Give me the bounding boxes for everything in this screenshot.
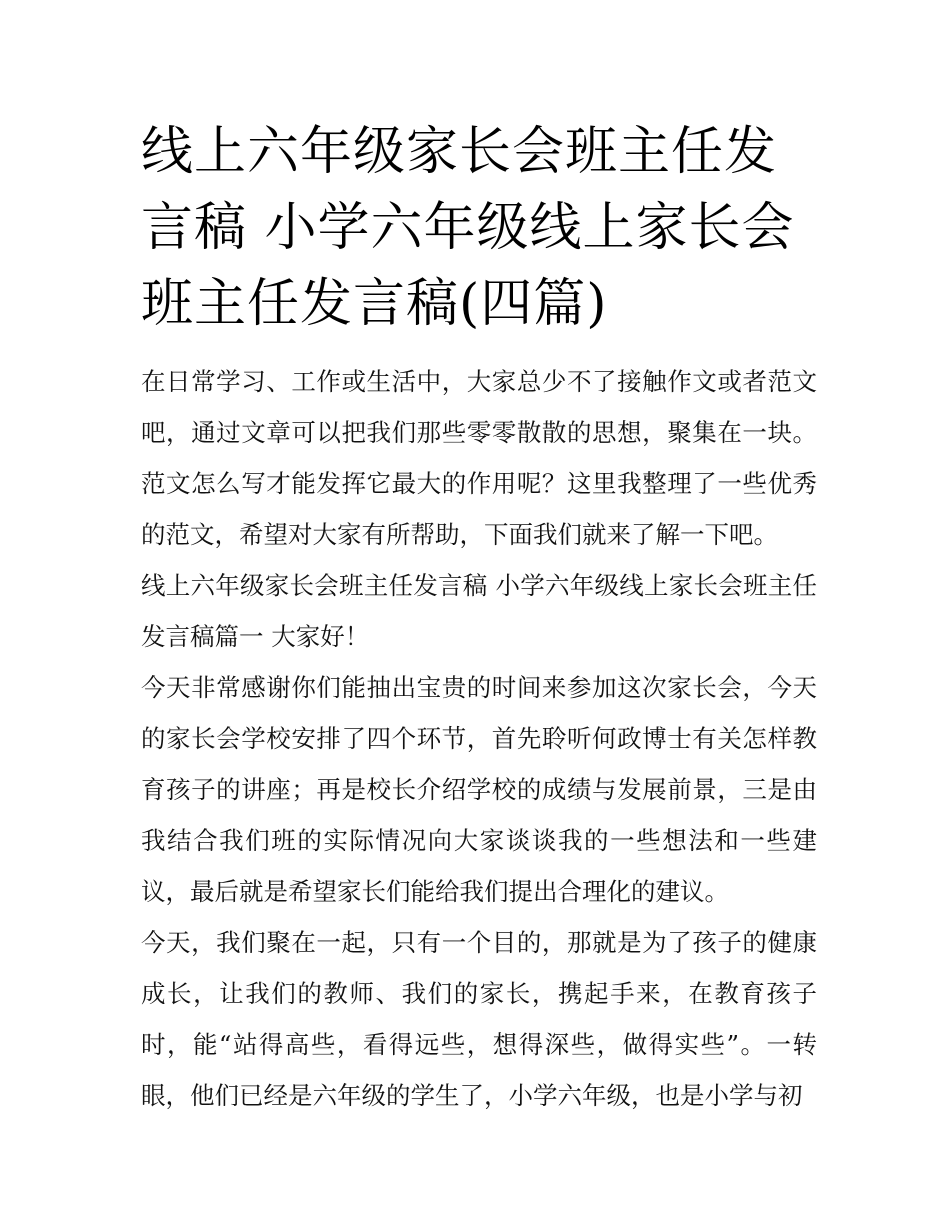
document-title: 线上六年级家长会班主任发言稿 小学六年级线上家长会班主任发言稿(四篇) [141, 122, 795, 334]
section-heading-paragraph: 线上六年级家长会班主任发言稿 小学六年级线上家长会班主任发言稿篇一 大家好！ [141, 571, 817, 651]
body-paragraph: 今天，我们聚在一起，只有一个目的，那就是为了孩子的健康成长，让我们的教师、我们的家长，携起手来，在教育孩子时，能“站得高些，看得远些，想得深些，做得实些”。一转眼，他们已经是六年级的学生了，小学六年级，也是小学与初 [141, 928, 817, 1110]
document-body [141, 114, 817, 1121]
body-paragraph: 今天非常感谢你们能抽出宝贵的时间来参加这次家长会，今天的家长会学校安排了四个环节，首先聆听何政博士有关怎样教育孩子的讲座；再是校长介绍学校的成绩与发展前景，三是由我结合我们班的实际情况向大家谈谈我的一些想法和一些建议，最后就是希望家长们能给我们提出合理化的建议。 [141, 673, 817, 906]
intro-paragraph: 在日常学习、工作或生活中，大家总少不了接触作文或者范文吧，通过文章可以把我们那些零零散散的思想，聚集在一块。范文怎么写才能发挥它最大的作用呢？这里我整理了一些优秀的范文，希望对大家有所帮助，下面我们就来了解一下吧。 [141, 367, 817, 549]
